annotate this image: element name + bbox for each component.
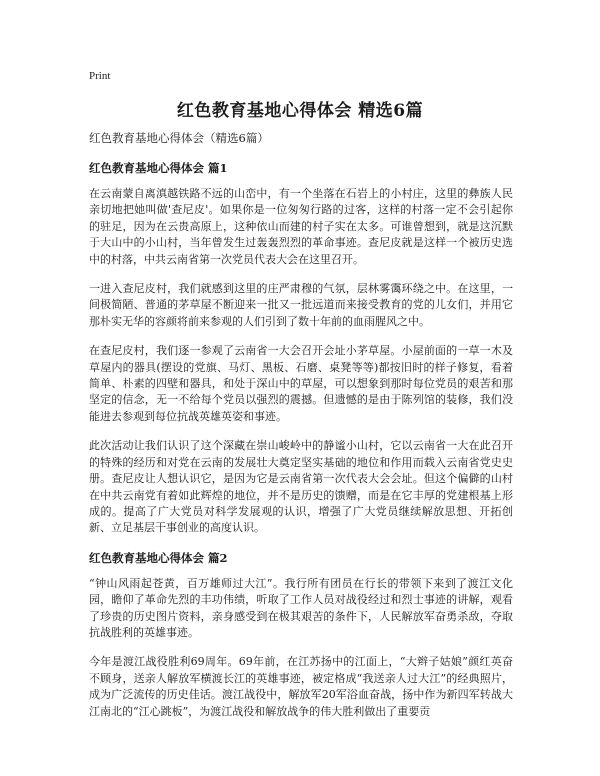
paragraph: “钟山风雨起苍黄，百万雄师过大江”。我行所有团员在行长的带领下来到了渡江文化园，瞻仰了革命先烈的丰功伟绩，听取了工作人员对战役经过和烈士事迹的讲解，观看了珍贵的历史图片资料，亲身感受到在极其艰苦的条件下，人民解放军奋勇杀敌，夺取抗战胜利的英雄事迹。 bbox=[89, 576, 513, 639]
section-heading: 红色教育基地心得体会 篇1 bbox=[89, 161, 228, 175]
paragraph: 在查尼皮村，我们逐一参观了云南省一大会召开会址小茅草屋。小屋前面的一草一木及草屋内的器具(摆设的党旗、马灯、黑板、石磨、桌凳等等)都按旧时的样子修复，看着简单、朴素的四壁和器具，和处于深山中的草屋，可以想象到那时每位党员的艰苦和那坚定的信念，无一不给每个党员以强烈的震撼。但遗憾的是由于陈列馆的装修，我们没能进去参观到每位抗战英雄英姿和事迹。 bbox=[89, 344, 513, 423]
section-heading: 红色教育基地心得体会 篇2 bbox=[89, 550, 228, 565]
document-subtitle: 红色教育基地心得体会（精选6篇） bbox=[89, 131, 269, 145]
print-label: Print bbox=[89, 70, 111, 82]
paragraph: 此次活动让我们认识了这个深藏在崇山峻岭中的静谧小山村，它以云南省一大在此召开的特殊的经历和对党在云南的发展壮大奠定坚实基础的地位和作用而载入云南省党史史册。查尼皮让人想认识它，是因为它是云南省第一次代表大会会址。但这个偏僻的山村在中共云南党有着如此辉煌的地位，并不是历史的馈赠，而是在它丰厚的党建根基上形成的。提高了广大党员对科学发展观的认识，增强了广大党员继续解放思想、开拓创新、立足基层干事创业的高度认识。 bbox=[89, 439, 513, 535]
document-title: 红色教育基地心得体会 精选6篇 bbox=[176, 101, 424, 121]
section-2 bbox=[89, 550, 513, 720]
paragraph: 今年是渡江战役胜利69周年。69年前，在江苏扬中的江面上，“大辫子姑娘”颜红英奋不顾身，送亲人解放军横渡长江的英雄事迹，被定格成“我送亲人过大江”的经典照片，成为广泛流传的历史佳话。渡江战役中，解放军20军浴血奋战，扬中作为新四军转战大江南北的“江心跳板”，为渡江战役和解放战争的伟大胜利做出了重要贡 bbox=[89, 655, 513, 718]
document-body bbox=[89, 130, 513, 733]
section-1 bbox=[89, 160, 513, 537]
paragraph: 一进入查尼皮村，我们就感到这里的庄严肃穆的气氛，层林雾霭环绕之中。在这里，一间极简陋、普通的茅草屋不断迎来一批又一批远道而来接受教育的党的儿女们，并用它那朴实无华的容颜将前来参观的人们引到了数十年前的血雨腥风之中。 bbox=[89, 282, 513, 328]
paragraph: 在云南蒙自离滇越铁路不远的山峦中，有一个坐落在石岩上的小村庄，这里的彝族人民亲切地把她叫做'查尼皮'。如果你是一位匆匆行路的过客，这样的村落一定不会引起你的驻足，因为在云贵高原上，这种依山而建的村子实在太多。可谁曾想到，就是这沉默于大山中的小山村，当年曾发生过轰轰烈烈的革命事迹。查尼皮就是这样一个被历史选中的村落，中共云南省第一次党员代表大会在这里召开。 bbox=[89, 187, 513, 266]
